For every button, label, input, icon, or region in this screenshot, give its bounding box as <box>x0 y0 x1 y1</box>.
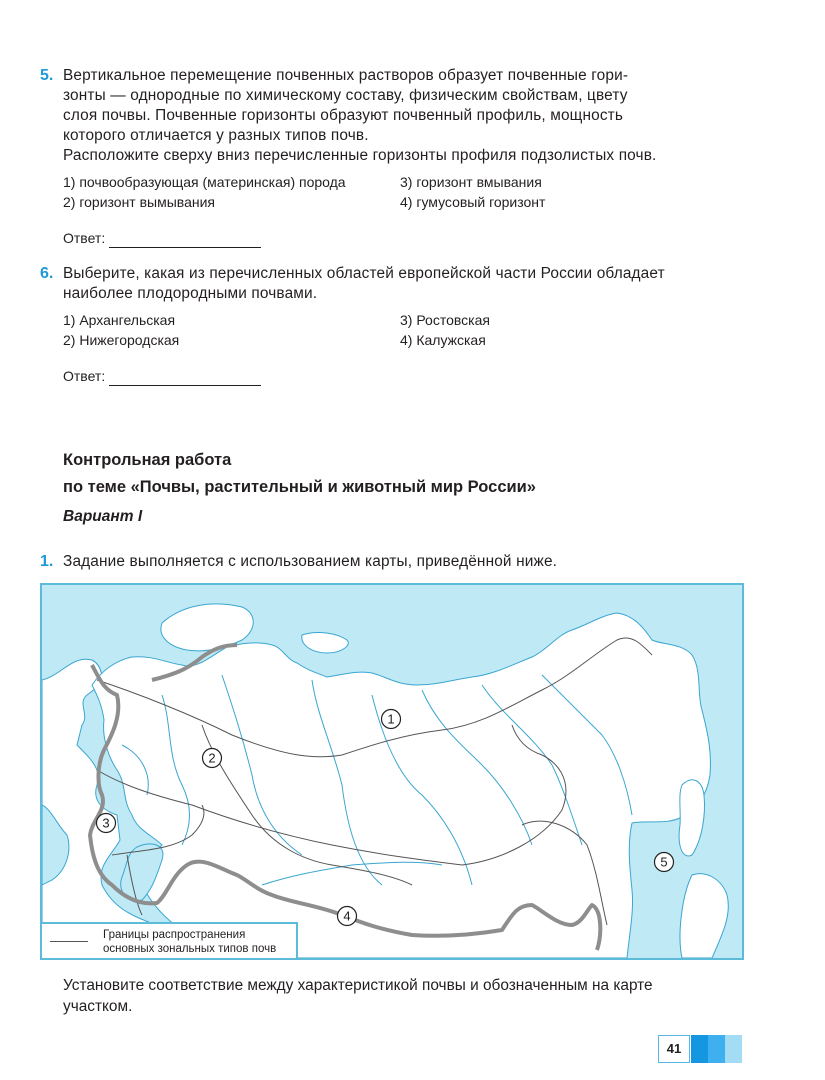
option: 4) гумусовый горизонт <box>400 194 546 210</box>
page-tab-decoration <box>708 1035 725 1063</box>
section-title-line1: Контрольная работа <box>63 451 232 469</box>
map-legend <box>42 922 298 958</box>
variant-label: Вариант I <box>63 508 143 525</box>
question-number: 5. <box>40 67 54 84</box>
option: 4) Калужская <box>400 332 486 348</box>
land-area <box>679 780 704 856</box>
question-text-line: зонты — однородные по химическому составу, физическим свойствам, цвету <box>63 87 628 104</box>
land-area <box>302 633 349 653</box>
option: 2) Нижегородская <box>63 332 180 348</box>
region-marker-1 <box>380 708 402 730</box>
options-list <box>63 172 720 212</box>
legend-line2: основных зональных типов почв <box>103 943 277 955</box>
russia-soil-map <box>40 583 744 960</box>
answer-field[interactable] <box>109 233 261 248</box>
question-number: 6. <box>40 265 54 282</box>
answer-label: Ответ: <box>63 368 106 384</box>
page-tab-decoration <box>725 1035 742 1063</box>
legend-line1: Границы распространения <box>103 929 246 941</box>
task-1 <box>40 552 720 572</box>
task-text: Задание выполняется с использованием карты, приведённой ниже. <box>63 553 558 570</box>
answer-field[interactable] <box>109 371 261 386</box>
question-text-line: Выберите, какая из перечисленных областей европейской части России обладает <box>63 265 665 282</box>
option: 3) горизонт вмывания <box>400 174 542 190</box>
question-text-line: наиболее плодородными почвами. <box>63 285 318 302</box>
page-tab-decoration <box>691 1035 708 1063</box>
marker-label: 3 <box>102 815 110 831</box>
region-marker-4 <box>336 905 358 927</box>
legend-text <box>103 928 276 956</box>
marker-label: 5 <box>660 854 668 870</box>
map-graphic <box>42 585 742 958</box>
page-number: 41 <box>658 1035 690 1063</box>
question-number: 1. <box>40 553 54 570</box>
marker-label: 4 <box>343 908 351 924</box>
land-area <box>92 613 710 958</box>
question-text-line: слоя почвы. Почвенные горизонты образуют почвенный профиль, мощность <box>63 107 624 124</box>
question-6 <box>40 264 720 386</box>
region-marker-3 <box>95 812 117 834</box>
option: 3) Ростовская <box>400 312 490 328</box>
region-marker-2 <box>201 747 223 769</box>
answer-row <box>63 228 720 248</box>
task-instruction: Установите соответствие между характеристикой почвы и обозначенным на карте участком. <box>63 977 653 1015</box>
question-text-line: которого отличается у разных типов почв. <box>63 127 369 144</box>
options-list <box>63 310 720 350</box>
question-task: Расположите сверху вниз перечисленные горизонты профиля подзолистых почв. <box>63 147 657 164</box>
section-title-line2: по теме «Почвы, растительный и животный мир России» <box>63 478 536 496</box>
section-heading <box>63 447 536 501</box>
option: 1) Архангельская <box>63 312 176 328</box>
question-text-line: Вертикальное перемещение почвенных растворов образует почвенные гори- <box>63 67 629 84</box>
land-area <box>680 874 728 958</box>
marker-label: 1 <box>387 711 395 727</box>
land-area <box>161 604 253 651</box>
legend-line-sample <box>50 941 88 942</box>
region-marker-5 <box>653 851 675 873</box>
question-5 <box>40 66 720 248</box>
option: 1) почвообразующая (материнская) порода <box>63 174 346 190</box>
answer-label: Ответ: <box>63 230 106 246</box>
option: 2) горизонт вымывания <box>63 194 215 210</box>
marker-label: 2 <box>208 750 216 766</box>
answer-row <box>63 366 720 386</box>
